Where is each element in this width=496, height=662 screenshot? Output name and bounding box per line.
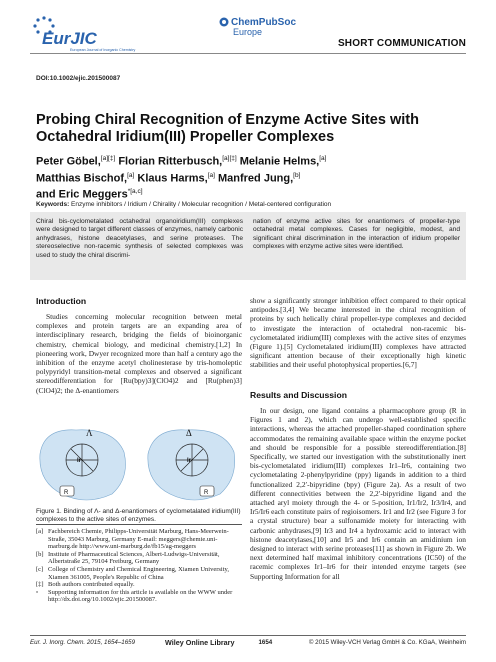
affiliation-key: [a] xyxy=(36,528,44,535)
author-name: Manfred Jung, xyxy=(217,172,294,185)
results-paragraph: In our design, one ligand contains a pharmacophore group (R in Figures 1 and 2), which can undergo well-established specific interactions, whereas the attached propeller-shaped coordination sphere accommodates the remaining available space within the enzyme pocket and should be responsible for a possible stereodifferentiation.[8] Specifically, we started our investigation with the substitutionally inert bis-cyclometalated iridium(III) complexes Ir1–Ir6, containing two cyclometalating 2-phenylpyridine (ppy) ligands in addition to a third functionalized 2,2′-bipyridine (bpy) (Figure 2a). As a result of two different connectivities between the 2,2′-bipyridine ligand and the attached aryl moiety through the 4- or 5-position, Ir1/Ir2, Ir3/Ir4, and Ir5/Ir6 each constitute pairs of regioisomers. Ir1 and Ir2 (see Figure 3 for a crystal structure) bear a sulfonamide moiety for interacting with carbonic anhydrases,[9] Ir3 and Ir4 a hydroxamic acid to interact with histone deacetylases,[10] and Ir5 and Ir6 contain an amidinium ion designed to interact with serine proteases[11] as shown in Figure 2b. We next determined half maximal inhibitory concentrations (IC50) of the racemic complexes Ir1–Ir6 for their intended enzyme targets (see Supporting Information for all xyxy=(250,406,466,581)
footer-journal: Eur. J. Inorg. Chem. 2015, 1654–1659 xyxy=(30,639,136,646)
figure-1 xyxy=(36,424,240,504)
intro-continued-paragraph: show a significantly stronger inhibition effect compared to their optical antipodes.[3,4] We became interested in the chiral recognition of proteins by such helically chiral propeller-type complexes and decided to investigate the interaction of octahedral non-racemic bis-cyclometalated iridium(III) complexes with the active sites of enzymes (Figure 1).[5] Cyclometalated iridium(III) complexes have attracted significant attention because of their exceptionally high kinetic stabilities and their useful photophysical properties.[6,7] xyxy=(250,296,466,370)
supporting-info-text[interactable]: Supporting information for this article is available on the WWW under http://dx.doi.org/10.1002/ejic.201500087. xyxy=(48,588,233,604)
delta-complex-structure xyxy=(176,444,208,476)
journal-header xyxy=(0,0,496,62)
affiliation-key: [b] xyxy=(36,550,44,558)
keywords-label: Keywords: xyxy=(36,201,70,208)
affiliation-item xyxy=(36,589,242,604)
header-divider xyxy=(30,53,466,54)
delta-r-label: R xyxy=(204,490,209,496)
delta-metal-label: Ir xyxy=(187,458,192,464)
author-affil: *[a,c] xyxy=(127,188,143,196)
affiliation-item xyxy=(36,566,242,581)
author-name: Matthias Bischof, xyxy=(36,172,128,185)
europe-text: Europe xyxy=(233,27,263,37)
lambda-r-label: R xyxy=(64,490,69,496)
eurjic-logo-text: EurJIC xyxy=(42,29,97,48)
chempubsoc-logo xyxy=(218,14,338,44)
lambda-metal-label: Ir xyxy=(77,458,82,464)
author-list xyxy=(36,152,466,202)
affiliation-text: College of Chemistry and Chemical Engineering, Xiamen University, Xiamen 361005, People's Republic of China xyxy=(48,565,229,581)
eurjic-logo-subtext: European Journal of Inorganic Chemistry xyxy=(70,48,136,52)
affiliations-divider xyxy=(36,524,242,525)
affiliation-text: Institute of Pharmaceutical Sciences, Albert-Ludwigs-Universität, Albertstraße 25, 79104 Freiburg, Germany xyxy=(48,550,220,566)
affiliation-item xyxy=(36,581,242,589)
author-affil: [a][‡] xyxy=(222,155,237,162)
article-title: Probing Chiral Recognition of Enzyme Active Sites with Octahedral Iridium(III) Propeller Complexes xyxy=(36,112,419,145)
delta-enzyme-pocket xyxy=(148,430,235,500)
results-body xyxy=(250,406,466,581)
keywords xyxy=(36,201,466,208)
author-affil: [a] xyxy=(127,171,135,179)
results-heading: Results and Discussion xyxy=(250,390,347,400)
intro-paragraph: Studies concerning molecular recognition between metal complexes and protein targets are an expanding area of interdisciplinary research, bridging the fields of bioinorganic chemistry, chemical biology, and medicinal chemistry.[1,2] In pioneering work, Dwyer recognized more than half a century ago the inhibition of the enzyme acetyl cholinesterase by tris-homoleptic polypyridyl transition-metal complexes and observed a significant stereodifferentiation for [Ru(bpy)3](ClO4)2 and [Ru(phen)3](ClO4)2; the Δ-enantiomers xyxy=(36,312,242,395)
abstract xyxy=(30,212,466,280)
chempubsoc-text: ChemPubSoc xyxy=(231,17,297,28)
footer-divider xyxy=(30,635,466,636)
author-affil: [b] xyxy=(293,171,301,179)
intro-heading: Introduction xyxy=(36,296,87,306)
right-column-top xyxy=(250,296,466,370)
affiliations xyxy=(36,528,242,604)
author-affil: [a] xyxy=(319,155,327,162)
affiliation-key: [‡] xyxy=(36,581,44,589)
figure-caption: Figure 1. Binding of Λ- and Δ-enantiomers of cyclometalated iridium(III) complexes to the active sites of enzymes. xyxy=(36,508,241,523)
author-name: Melanie Helms, xyxy=(239,155,320,168)
article-type-label: SHORT COMMUNICATION xyxy=(337,38,466,49)
affiliation-item xyxy=(36,551,242,566)
keywords-text: Enzyme inhibitors / Iridium / Chirality / Molecular recognition / Metal-centered configuration xyxy=(71,201,332,208)
author-affil: [a] xyxy=(207,171,215,179)
eurjic-logo xyxy=(30,14,140,58)
lambda-label: Λ xyxy=(86,428,93,438)
affiliation-item xyxy=(36,528,242,551)
lambda-complex-structure xyxy=(66,444,98,476)
author-affil: [a][‡] xyxy=(100,155,116,162)
footer-wiley-online-library[interactable]: Wiley Online Library xyxy=(165,638,235,647)
lambda-enzyme-pocket xyxy=(40,430,126,500)
delta-label: Δ xyxy=(186,428,192,438)
footer-copyright: © 2015 Wiley-VCH Verlag GmbH & Co. KGaA, Weinheim xyxy=(308,639,466,646)
affiliation-key: [c] xyxy=(36,565,44,573)
affiliation-text: Fachbereich Chemie, Philipps-Universität Marburg, Hans-Meerwein-Straße, 35043 Marburg, Germany E-mail: meggers@chemie.uni-marburg.de http://www.uni-marburg.de/fb15/ag-meggers xyxy=(48,528,229,551)
author-name: Klaus Harms, xyxy=(137,172,208,185)
abstract-right: nation of enzyme active sites for enantiomers of propeller-type octahedral metal complexes. Cases for negligible, modest, and significant chiral discrimination in the interaction of iridium propeller complexes with enzyme active sites were identified. xyxy=(253,218,460,251)
page-footer xyxy=(30,638,466,647)
doi[interactable]: DOI:10.1002/ejic.201500087 xyxy=(36,75,121,82)
author-name: and Eric Meggers xyxy=(36,188,128,201)
footer-page-number: 1654 xyxy=(258,639,273,646)
intro-body xyxy=(36,312,242,395)
affiliation-text: Both authors contributed equally. xyxy=(48,581,135,589)
supporting-info-icon: ▫ xyxy=(36,588,39,596)
abstract-left: Chiral bis-cyclometalated octahedral organoiridium(III) complexes were designed to target different classes of enzymes, namely carbonic anhydrases, histone deacetylases, and serine proteases. The stereoselective non-racemic synthesis of selected complexes was used to study the chiral discrimi- xyxy=(36,218,243,259)
author-name: Florian Ritterbusch, xyxy=(118,155,223,168)
author-name: Peter Göbel, xyxy=(36,155,101,168)
